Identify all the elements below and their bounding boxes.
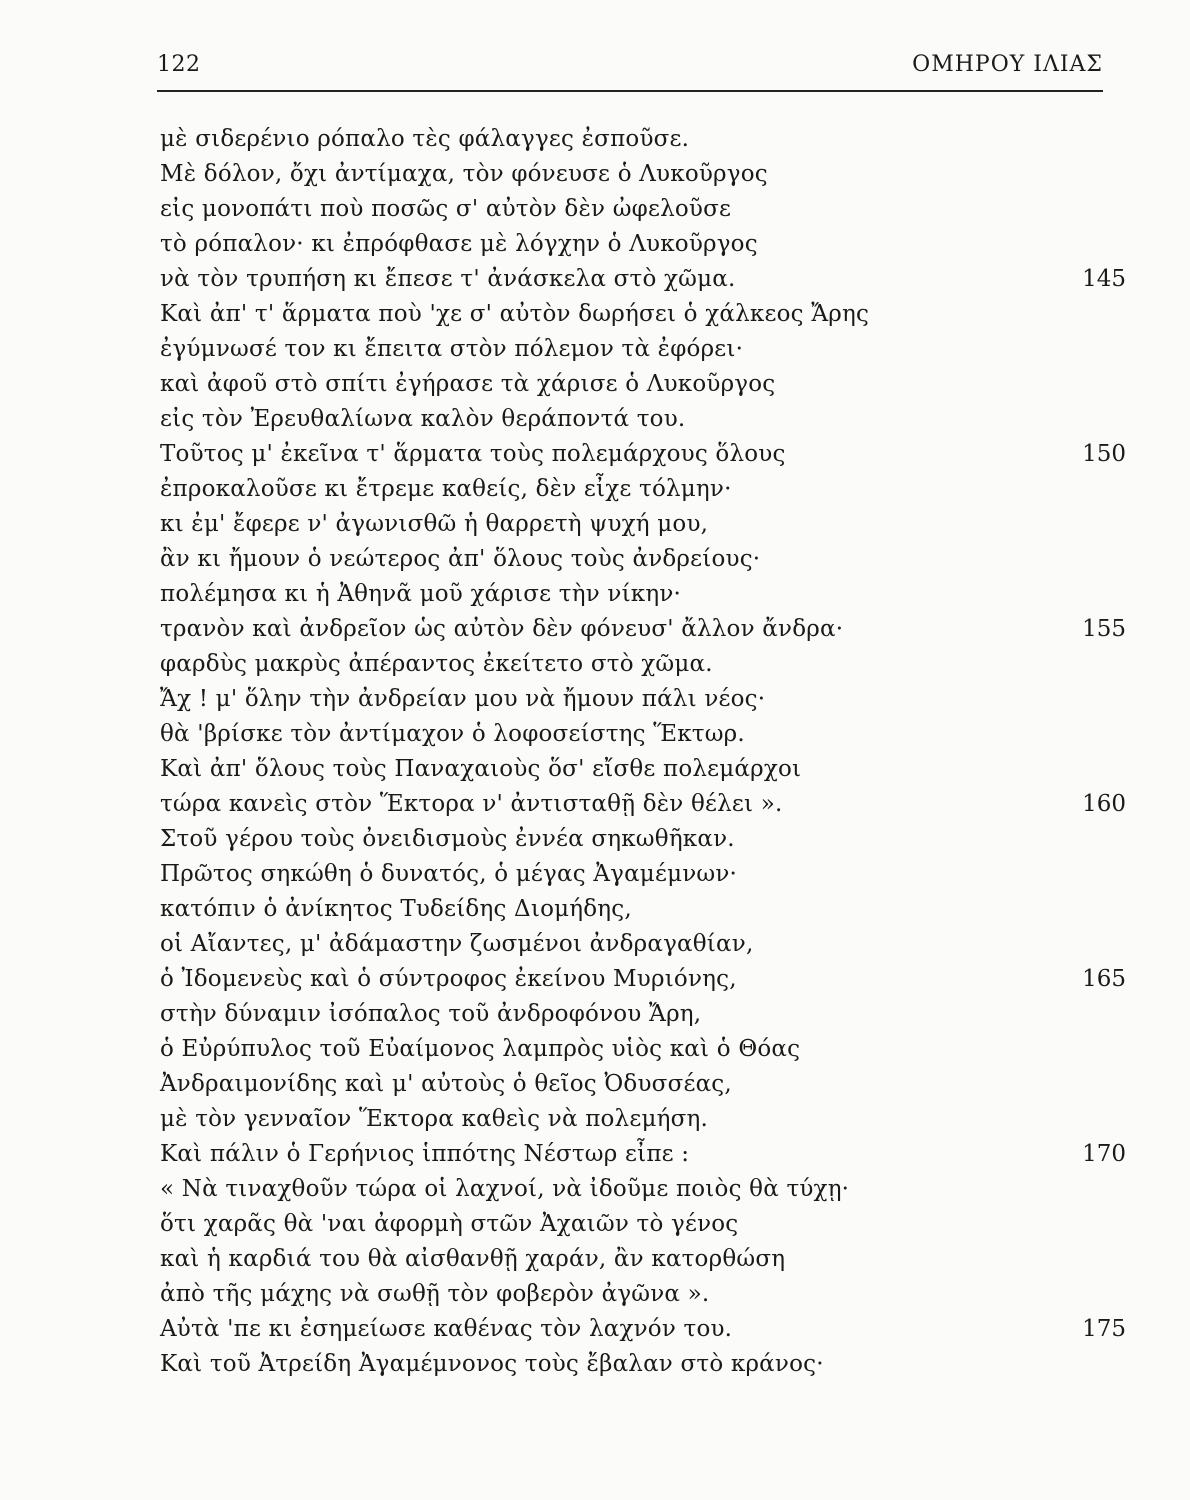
verse-line xyxy=(160,857,1126,892)
verse-line xyxy=(160,1347,1126,1382)
verse-number: 170 xyxy=(1082,1141,1126,1167)
verse-text: Αὐτὰ 'πε κι ἐσημείωσε καθένας τὸν λαχνόν του. xyxy=(160,1316,733,1342)
verse-line xyxy=(160,927,1126,962)
verse-line xyxy=(160,577,1126,612)
verse-line xyxy=(160,402,1126,437)
running-title: ΟΜΗΡΟΥ ΙΛΙΑΣ xyxy=(912,52,1103,77)
verse-text: Μὲ δόλον, ὄχι ἀντίμαχα, τὸν φόνευσε ὁ Λυκοῦργος xyxy=(160,161,768,187)
verse-text: Καὶ τοῦ Ἀτρείδη Ἀγαμέμνονος τοὺς ἔβαλαν στὸ κράνος· xyxy=(160,1351,824,1377)
verse-text: Τοῦτος μ' ἐκεῖνα τ' ἅρματα τοὺς πολεμάρχους ὅλους xyxy=(160,441,786,467)
verse-line xyxy=(160,227,1126,262)
verse-line xyxy=(160,1067,1126,1102)
verse-text: οἱ Αἴαντες, μ' ἀδάμαστην ζωσμένοι ἀνδραγαθίαν, xyxy=(160,931,754,957)
verse-line xyxy=(160,612,1126,647)
verse-text: Πρῶτος σηκώθη ὁ δυνατός, ὁ μέγας Ἀγαμέμνων· xyxy=(160,861,738,887)
verse-text: Καὶ ἀπ' τ' ἅρματα ποὺ 'χε σ' αὐτὸν δωρήσει ὁ χάλκεος Ἄρης xyxy=(160,301,870,327)
verse-text: Ἄχ ! μ' ὅλην τὴν ἀνδρείαν μου νὰ ἤμουν πάλι νέος· xyxy=(160,686,766,712)
verse-text: εἰς τὸν Ἐρευθαλίωνα καλὸν θεράποντά του. xyxy=(160,406,686,432)
verse-text: μὲ τὸν γενναῖον Ἕκτορα καθεὶς νὰ πολεμήση. xyxy=(160,1106,708,1132)
verse-text: στὴν δύναμιν ἰσόπαλος τοῦ ἀνδροφόνου Ἄρη, xyxy=(160,1001,702,1027)
verse-text: πολέμησα κι ἡ Ἀθηνᾶ μοῦ χάρισε τὴν νίκην· xyxy=(160,581,682,607)
page-header xyxy=(157,52,1103,82)
verse-line xyxy=(160,1172,1126,1207)
verse-line xyxy=(160,1207,1126,1242)
verse-text: ὁ Ἰδομενεὺς καὶ ὁ σύντροφος ἐκείνου Μυριόνης, xyxy=(160,966,737,992)
verse-text: Καὶ πάλιν ὁ Γερήνιος ἱππότης Νέστωρ εἶπε : xyxy=(160,1141,690,1167)
verse-text: « Νὰ τιναχθοῦν τώρα οἱ λαχνοί, νὰ ἰδοῦμε ποιὸς θὰ τύχῃ· xyxy=(160,1176,850,1202)
verse-line xyxy=(160,752,1126,787)
verse-line xyxy=(160,192,1126,227)
verse-line xyxy=(160,997,1126,1032)
verse-line xyxy=(160,892,1126,927)
verse-text: κι ἐμ' ἔφερε ν' ἀγωνισθῶ ἡ θαρρετὴ ψυχή μου, xyxy=(160,511,709,537)
verse-line xyxy=(160,717,1126,752)
verse-text: ἀπὸ τῆς μάχης νὰ σωθῇ τὸν φοβερὸν ἀγῶνα ». xyxy=(160,1281,710,1307)
verse-number: 165 xyxy=(1082,966,1126,992)
verse-number: 145 xyxy=(1082,266,1126,292)
verse-text: τώρα κανεὶς στὸν Ἕκτορα ν' ἀντισταθῇ δὲν θέλει ». xyxy=(160,791,783,817)
verse-line xyxy=(160,647,1126,682)
verse-line xyxy=(160,682,1126,717)
verse-line xyxy=(160,437,1126,472)
verse-line xyxy=(160,1242,1126,1277)
verse-line xyxy=(160,822,1126,857)
verse-line xyxy=(160,962,1126,997)
verse-text: φαρδὺς μακρὺς ἀπέραντος ἐκείτετο στὸ χῶμα. xyxy=(160,651,713,677)
verse-line xyxy=(160,157,1126,192)
verse-line xyxy=(160,262,1126,297)
verse-line xyxy=(160,297,1126,332)
verse-line xyxy=(160,122,1126,157)
verse-text: καὶ ἡ καρδιά του θὰ αἰσθανθῇ χαράν, ἂν κατορθώση xyxy=(160,1246,786,1272)
verse-text: ἐγύμνωσέ τον κι ἔπειτα στὸν πόλεμον τὰ ἐφόρει· xyxy=(160,336,744,362)
verse-text: καὶ ἀφοῦ στὸ σπίτι ἐγήρασε τὰ χάρισε ὁ Λυκοῦργος xyxy=(160,371,776,397)
verse-line xyxy=(160,542,1126,577)
verse-block xyxy=(160,122,1126,1382)
verse-text: εἰς μονοπάτι ποὺ ποσῶς σ' αὐτὸν δὲν ὠφελοῦσε xyxy=(160,196,732,222)
verse-line xyxy=(160,1312,1126,1347)
verse-number: 150 xyxy=(1082,441,1126,467)
page-number: 122 xyxy=(157,52,201,77)
verse-text: τρανὸν καὶ ἀνδρεῖον ὡς αὐτὸν δὲν φόνευσ' ἄλλον ἄνδρα· xyxy=(160,616,844,642)
verse-number: 160 xyxy=(1082,791,1126,817)
verse-text: Καὶ ἀπ' ὅλους τοὺς Παναχαιοὺς ὅσ' εἴσθε πολεμάρχοι xyxy=(160,756,802,782)
verse-text: Ἀνδραιμονίδης καὶ μ' αὐτοὺς ὁ θεῖος Ὀδυσσέας, xyxy=(160,1071,732,1097)
verse-line xyxy=(160,1102,1126,1137)
verse-line xyxy=(160,1277,1126,1312)
header-rule xyxy=(157,90,1103,92)
verse-text: κατόπιν ὁ ἀνίκητος Τυδείδης Διομήδης, xyxy=(160,896,632,922)
verse-text: νὰ τὸν τρυπήση κι ἔπεσε τ' ἀνάσκελα στὸ χῶμα. xyxy=(160,266,736,292)
verse-line xyxy=(160,367,1126,402)
verse-text: ὅτι χαρᾶς θὰ 'ναι ἀφορμὴ στῶν Ἀχαιῶν τὸ γένος xyxy=(160,1211,739,1237)
verse-text: ἂν κι ἤμουν ὁ νεώτερος ἀπ' ὅλους τοὺς ἀνδρείους· xyxy=(160,546,761,572)
verse-line xyxy=(160,787,1126,822)
verse-line xyxy=(160,332,1126,367)
verse-line xyxy=(160,507,1126,542)
verse-text: θὰ 'βρίσκε τὸν ἀντίμαχον ὁ λοφοσείστης Ἕκτωρ. xyxy=(160,721,745,747)
verse-text: τὸ ρόπαλον· κι ἐπρόφθασε μὲ λόγχην ὁ Λυκοῦργος xyxy=(160,231,758,257)
verse-text: ἐπροκαλοῦσε κι ἔτρεμε καθείς, δὲν εἶχε τόλμην· xyxy=(160,476,732,502)
verse-line xyxy=(160,1032,1126,1067)
verse-text: ὁ Εὐρύπυλος τοῦ Εὐαίμονος λαμπρὸς υἱὸς καὶ ὁ Θόας xyxy=(160,1036,801,1062)
verse-line xyxy=(160,1137,1126,1172)
verse-number: 175 xyxy=(1082,1316,1126,1342)
verse-number: 155 xyxy=(1082,616,1126,642)
verse-line xyxy=(160,472,1126,507)
verse-text: μὲ σιδερένιο ρόπαλο τὲς φάλαγγες ἐσποῦσε. xyxy=(160,126,690,152)
verse-text: Στοῦ γέρου τοὺς ὀνειδισμοὺς ἐννέα σηκωθῆκαν. xyxy=(160,826,735,852)
